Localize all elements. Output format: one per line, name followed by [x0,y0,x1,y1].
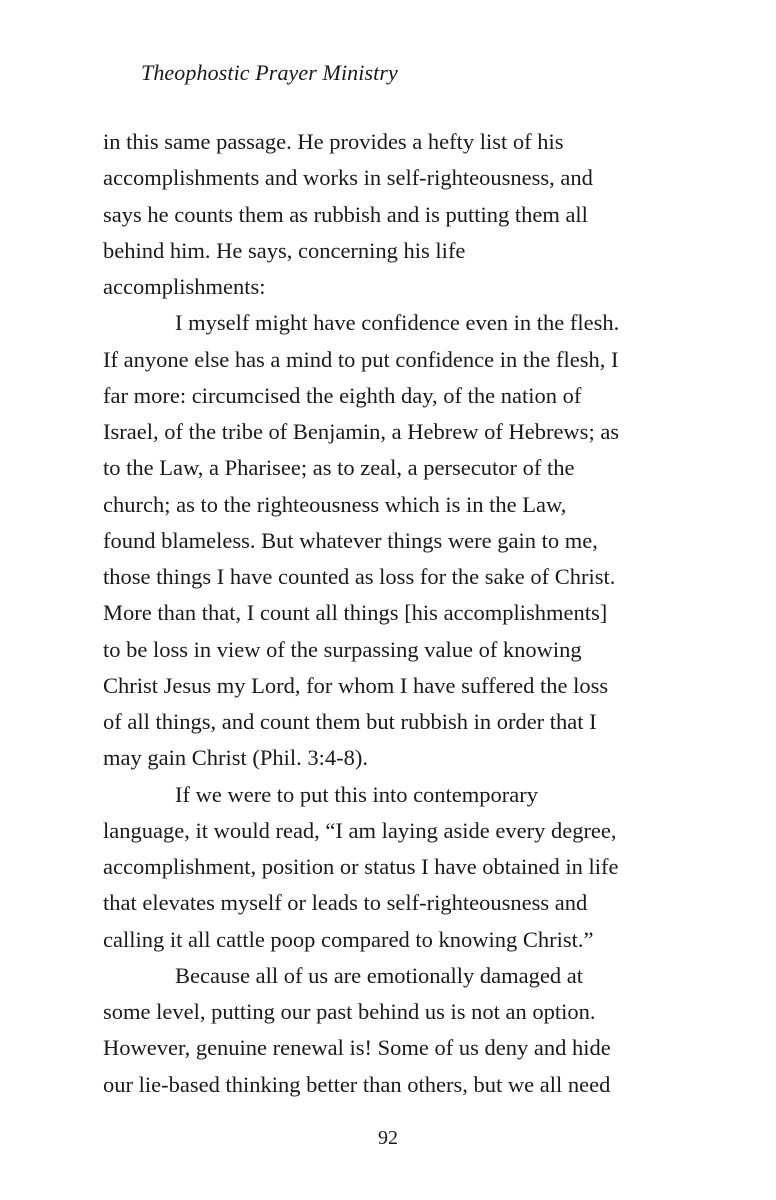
text-line: accomplishments and works in self-righteousness, and [103,165,593,191]
body-text [103,124,693,1103]
page-number: 92 [378,1127,398,1149]
text-line: in this same passage. He provides a hefty list of his [103,129,564,154]
text-line: that elevates myself or leads to self-righteousness and [103,890,588,916]
text-line: to the Law, a Pharisee; as to zeal, a persecutor of the [103,455,575,481]
running-header: Theophostic Prayer Ministry [141,60,398,85]
text-line: to be loss in view of the surpassing value of knowing [103,636,582,662]
text-line: found blameless. But whatever things were gain to me, [103,527,598,553]
text-line: accomplishments: [103,274,266,299]
text-line: Israel, of the tribe of Benjamin, a Hebrew of Hebrews; as [103,419,620,444]
text-line: accomplishment, position or status I have obtained in life [103,854,619,879]
text-line: If anyone else has a mind to put confidence in the flesh, I [103,346,619,372]
text-line: language, it would read, “I am laying aside every degree, [103,817,617,843]
text-line: may gain Christ (Phil. 3:4-8). [103,745,368,771]
text-line: says he counts them as rubbish and is putting them all [103,201,588,227]
text-line: However, genuine renewal is! Some of us deny and hide [103,1035,611,1061]
paragraph-first-line: If we were to put this into contemporary [175,781,539,807]
text-line: of all things, and count them but rubbish in order that I [103,709,597,734]
text-line: More than that, I count all things [his accomplishments] [103,600,608,626]
text-line: church; as to the righteousness which is in the Law, [103,491,567,517]
text-line: behind him. He says, concerning his life [103,237,466,263]
text-line: Christ Jesus my Lord, for whom I have suffered the loss [103,672,609,698]
text-line: some level, putting our past behind us is not an option. [103,999,596,1024]
text-line: our lie-based thinking better than others, but we all need [103,1071,611,1097]
quote-first-line: I myself might have confidence even in the flesh. [175,310,620,336]
paragraph-first-line: Because all of us are emotionally damaged at [175,962,583,988]
text-line: far more: circumcised the eighth day, of the nation of [103,382,582,408]
text-line: those things I have counted as loss for the sake of Christ. [103,564,616,589]
text-line: calling it all cattle poop compared to knowing Christ.” [103,926,594,952]
